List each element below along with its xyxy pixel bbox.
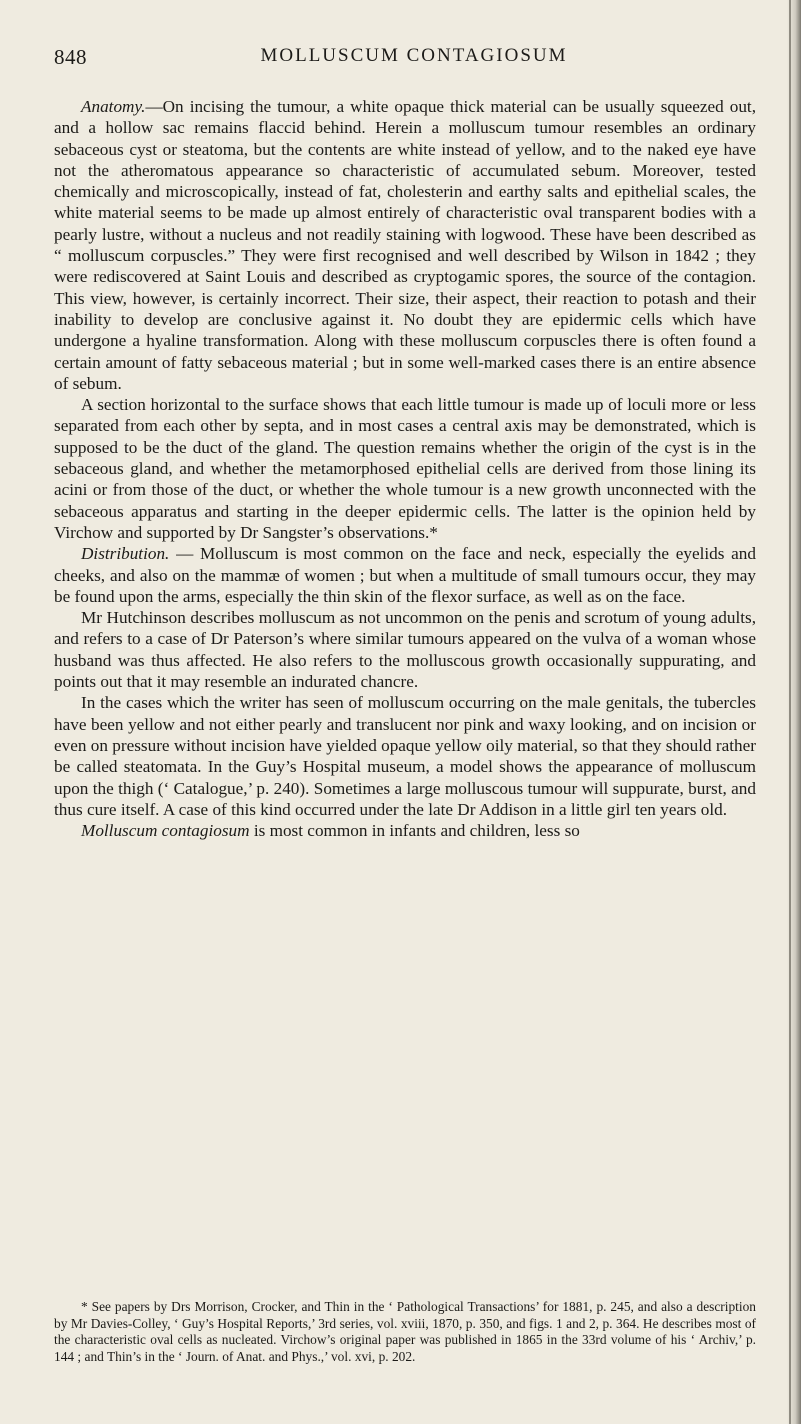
body-text: [54, 96, 756, 841]
paragraph-distribution: [54, 543, 756, 607]
paragraph-section-structure: [54, 394, 756, 543]
page-number: 848: [54, 45, 87, 69]
paragraph-genitals: [54, 692, 756, 820]
page-header: [54, 45, 754, 71]
paragraph-anatomy: [54, 96, 756, 394]
paragraph-text: —On incising the tumour, a white opaque thick material can be usually squeezed out, and a hollow sac remains flaccid behind. Herein a molluscum tumour resembles an ordinary sebaceous cyst or steatoma, but the contents are white instead of yellow, and to the naked eye have not the atheromatous appearance so characteristic of accumulated sebum. Moreover, tested chemically and microscopically, instead of fat, cholesterin and earthy salts and epithelial scales, the white material seems to be made up almost entirely of characteristic oval transparent bodies with a pearly lustre, without a nucleus and not readily staining with logwood. These have been described as “ molluscum corpuscles.” They were first recognised and well described by Wilson in 1842 ; they were rediscovered at Saint Louis and described as cryptogamic spores, the source of the contagion. This view, however, is certainly incorrect. Their size, their aspect, their reaction to potash and their inability to develop are conclusive against it. No doubt they are epidermic cells which have undergone a hyaline transformation. Along with these molluscum corpuscles there is often found a certain amount of fatty sebaceous material ; but in some well-marked cases there is an entire absence of sebum.: [54, 97, 756, 393]
section-lead-distribution: Distribution.: [81, 544, 170, 564]
paragraph-text: — Molluscum is most common on the face and neck, especially the eyelids and cheeks, and also on the mammæ of women ; but when a multitude of small tumours occur, they may be found upon the arms, especially the thin skin of the flexor surface, as well as on the face.: [54, 544, 756, 606]
footnote-text: * See papers by Drs Morrison, Crocker, and Thin in the ‘ Pathological Transactions’ for 1881, p. 245, and also a description by Mr Davies-Colley, ‘ Guy’s Hospital Reports,’ 3rd series, vol. xviii, 1870, p. 350, and figs. 1 and 2, p. 364. He describes most of the characteristic oval cells as nucleated. Virchow’s original paper was published in 1865 in the 33rd volume of his ‘ Archiv,’ p. 144 ; and Thin’s in the ‘ Journ. of Anat. and Phys.,’ vol. xvi, p. 202.: [54, 1299, 756, 1364]
paragraph-text: is most common in infants and children, less so: [249, 821, 580, 841]
paragraph-hutchinson: [54, 607, 756, 692]
page-edge-line: [789, 0, 791, 1424]
footnote: [54, 1299, 756, 1365]
paragraph-text: In the cases which the writer has seen of molluscum occurring on the male genitals, the tubercles have been yellow and not either pearly and translucent nor pink and waxy looking, and on incision or even on pressure without incision have yielded opaque yellow oily material, so that they should rather be called steatomata. In the Guy’s Hospital museum, a model shows the appearance of molluscum upon the thigh (‘ Catalogue,’ p. 240). Sometimes a large molluscous tumour will suppurate, burst, and thus cure itself. A case of this kind occurred under the late Dr Addison in a little girl ten years old.: [54, 693, 756, 819]
running-title: MOLLUSCUM CONTAGIOSUM: [260, 45, 568, 66]
section-lead-anatomy: Anatomy.: [81, 97, 146, 116]
paragraph-text: A section horizontal to the surface shows that each little tumour is made up of loculi more or less separated from each other by septa, and in most cases a central axis may be demonstrated, which is supposed to be the duct of the gland. The question remains whether the origin of the cyst is in the sebaceous gland, and whether the metamorphosed epithelial cells are derived from those lining its acini or from those of the duct, or whether the whole tumour is a new growth unconnected with the sebaceous apparatus and starting in the deeper epidermic cells. The latter is the opinion held by Virchow and supported by Dr Sangster’s observations.*: [54, 395, 756, 542]
paragraph-molluscum-contagiosum: [54, 820, 756, 841]
paragraph-text: Mr Hutchinson describes molluscum as not uncommon on the penis and scrotum of young adults, and refers to a case of Dr Paterson’s where similar tumours appeared on the vulva of a woman whose husband was thus affected. He also refers to the molluscous growth occasionally suppurating, and points out that it may resemble an indurated chancre.: [54, 608, 756, 692]
section-lead-molluscum-contagiosum: Molluscum contagiosum: [81, 821, 250, 841]
